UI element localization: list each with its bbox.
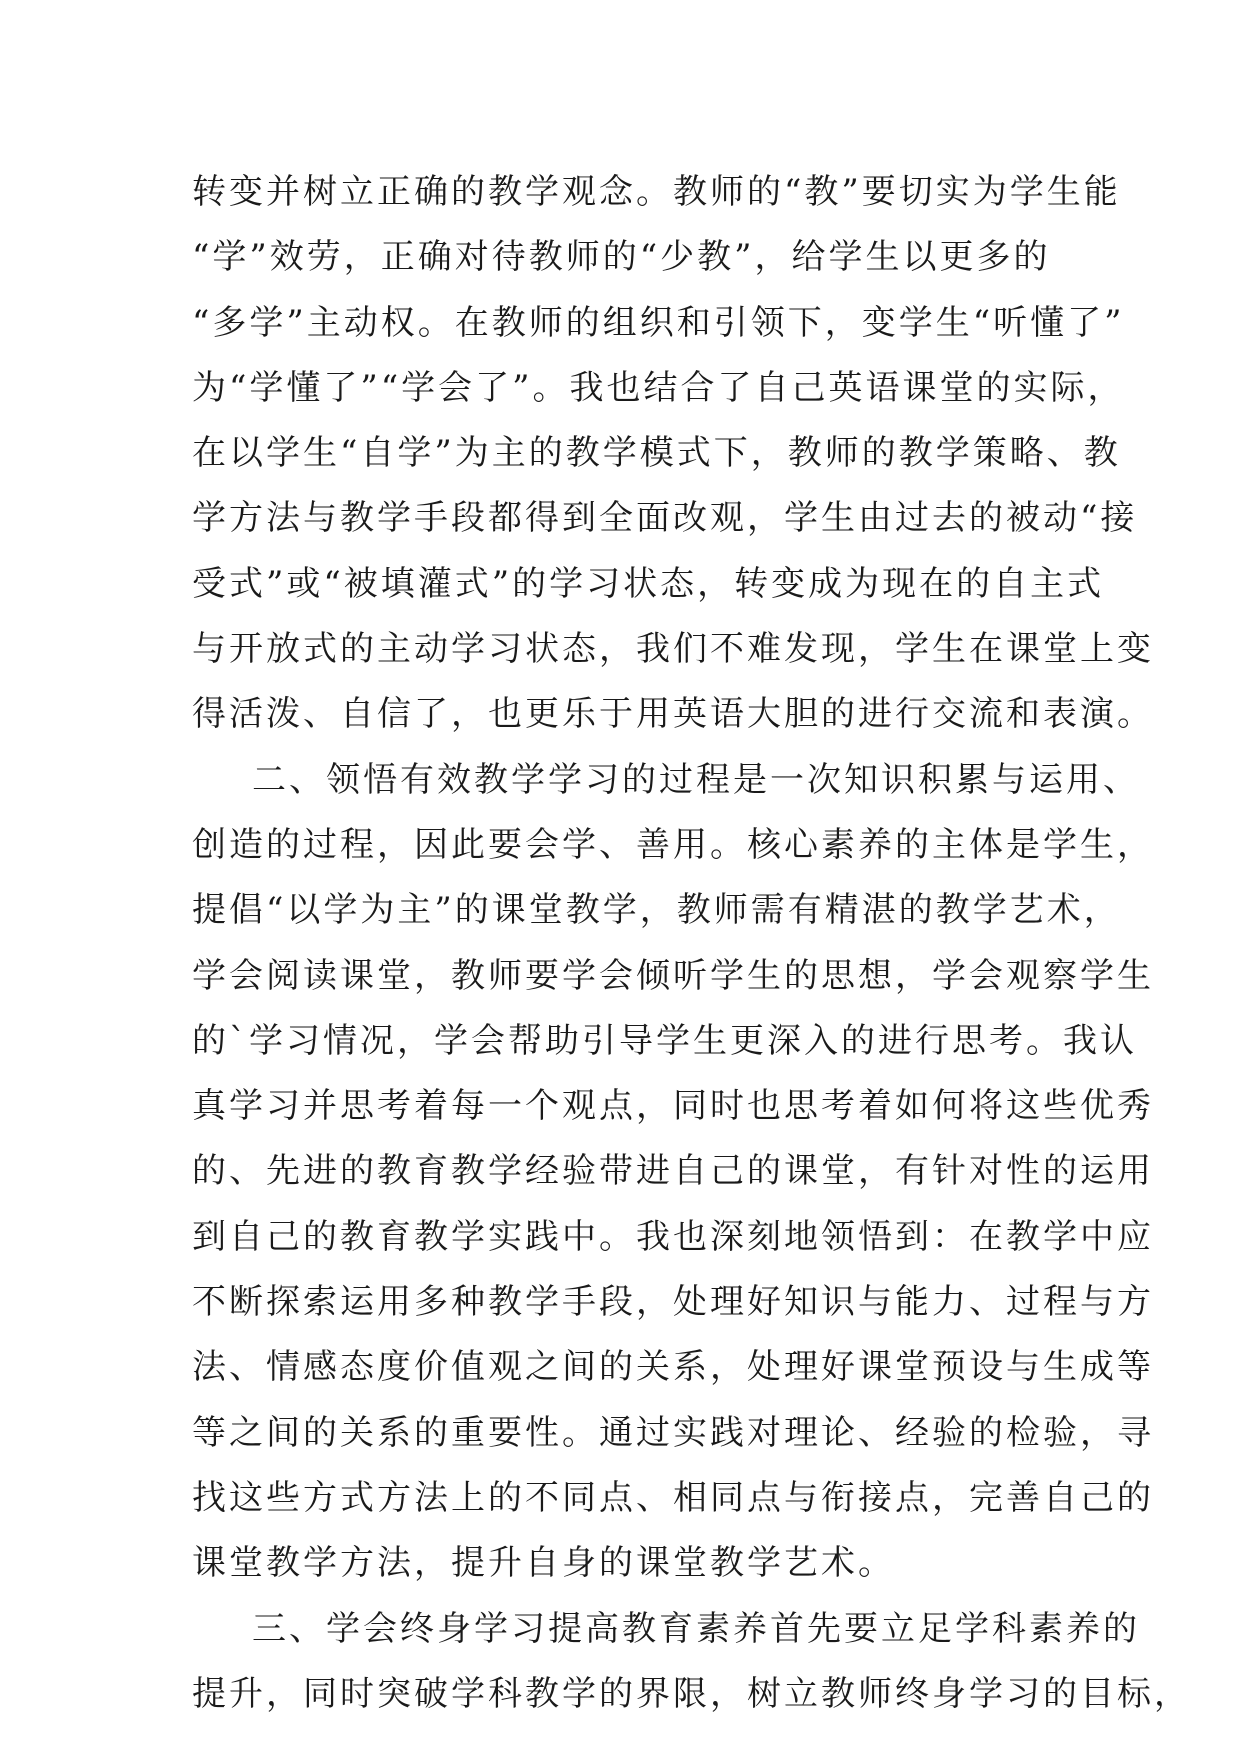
- text-line: 学会阅读课堂，教师要学会倾听学生的思想，学会观察学生: [192, 955, 1154, 996]
- text-line: 学方法与教学手段都得到全面改观，学生由过去的被动“接: [192, 498, 1138, 539]
- text-line: 三、学会终身学习提高教育素养首先要立足学科素养的: [252, 1608, 1140, 1649]
- text-line: 转变并树立正确的教学观念。教师的“教”要切实为学生能: [192, 172, 1121, 212]
- text-line: 受式”或“被填灌式”的学习状态，转变成为现在的自主式: [192, 563, 1105, 604]
- text-line: 真学习并思考着每一个观点，同时也思考着如何将这些优秀: [192, 1086, 1154, 1127]
- text-line: “多学”主动权。在教师的组织和引领下，变学生“听懂了”: [192, 302, 1125, 343]
- text-line: “学”效劳，正确对待教师的“少教”，给学生以更多的: [192, 237, 1051, 278]
- text-line: 提倡“以学为主”的课堂教学，教师需有精湛的教学艺术，: [192, 890, 1121, 931]
- text-line: 得活泼、自信了，也更乐于用英语大胆的进行交流和表演。: [192, 694, 1154, 735]
- text-line: 二、领悟有效教学学习的过程是一次知识积累与运用、: [252, 759, 1140, 800]
- text-line: 为“学懂了”“学会了”。我也结合了自己英语课堂的实际，: [192, 367, 1125, 408]
- text-line: 课堂教学方法，提升自身的课堂教学艺术。: [192, 1543, 895, 1584]
- text-line: 到自己的教育教学实践中。我也深刻地领悟到：在教学中应: [192, 1216, 1154, 1257]
- text-line: 在以学生“自学”为主的教学模式下，教师的教学策略、教: [192, 433, 1121, 474]
- text-line: 的、先进的教育教学经验带进自己的课堂，有针对性的运用: [192, 1151, 1154, 1192]
- text-line: 与开放式的主动学习状态，我们不难发现，学生在课堂上变: [192, 629, 1154, 670]
- text-line: 不断探索运用多种教学手段，处理好知识与能力、过程与方: [192, 1282, 1154, 1323]
- text-line: 法、情感态度价值观之间的关系，处理好课堂预设与生成等: [192, 1347, 1154, 1388]
- text-line: 提升，同时突破学科教学的界限，树立教师终身学习的目标，: [192, 1673, 1191, 1714]
- text-line: 找这些方式方法上的不同点、相同点与衔接点，完善自己的: [192, 1477, 1154, 1518]
- text-line: 的`学习情况，学会帮助引导学生更深入的进行思考。我认: [192, 1020, 1137, 1061]
- document-body: [192, 160, 1191, 1727]
- text-line: 等之间的关系的重要性。通过实践对理论、经验的检验，寻: [192, 1412, 1154, 1453]
- text-line: 创造的过程，因此要会学、善用。核心素养的主体是学生，: [192, 824, 1154, 865]
